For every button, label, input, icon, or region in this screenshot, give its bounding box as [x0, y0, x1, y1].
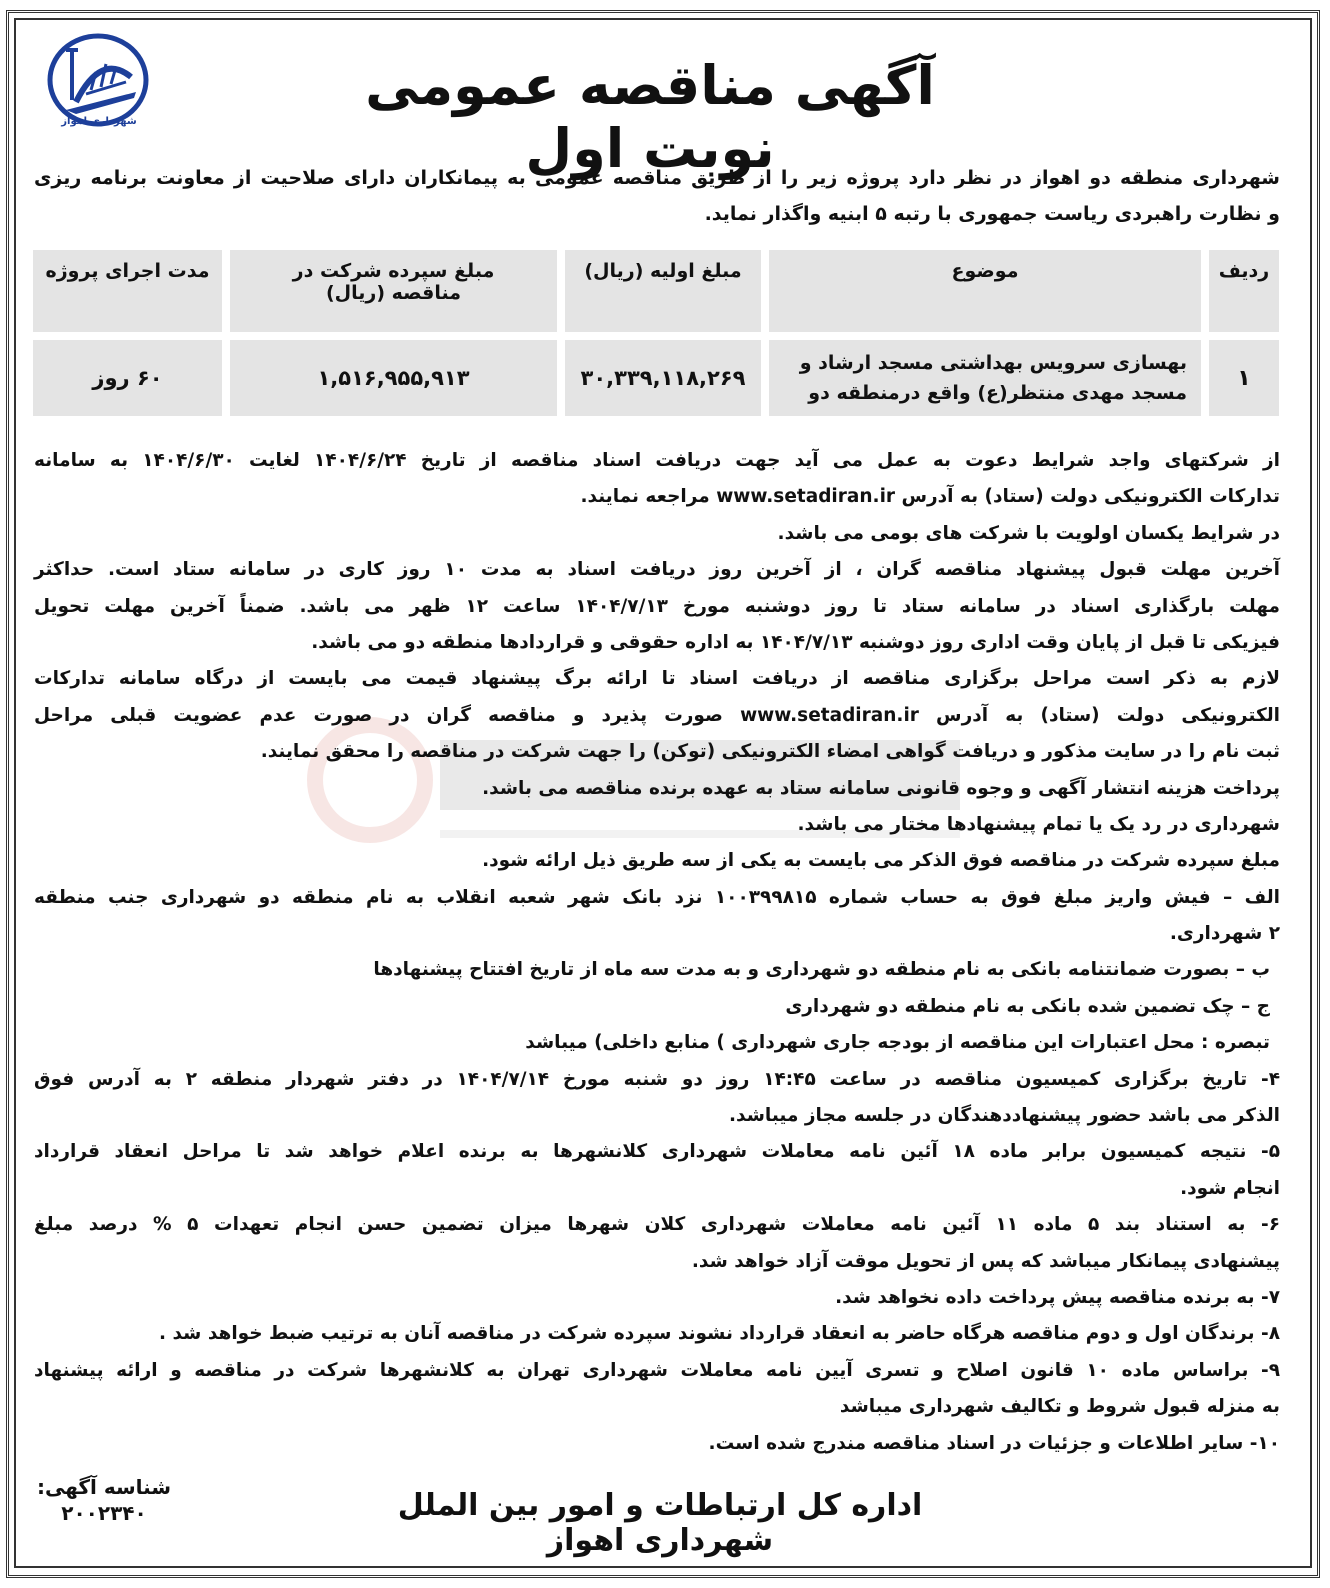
- body-line: ۱۰- سایر اطلاعات و جزئیات در اسناد مناقصه مندرج شده است.: [708, 1432, 1280, 1454]
- body-line: ۸- برندگان اول و دوم مناقصه هرگاه حاضر به انعقاد قرارداد نشوند سپرده شرکت در مناقصه آنان به ترتیب ضبط خواهد شد .: [159, 1323, 1280, 1345]
- footer-department: اداره کل ارتباطات و امور بین الملل شهرداری اهواز: [397, 1488, 923, 1558]
- header-duration: مدت اجرای پروژه: [33, 250, 222, 332]
- body-line: در شرایط یکسان اولویت با شرکت های بومی می باشد.: [777, 522, 1280, 544]
- body-line: ۶- به استناد بند ۵ ماده ۱۱ آئین نامه معاملات شهرداری کلان شهرها میزان تضمین حسن انجام تعهدات ۵ % درصد مبلغ: [34, 1214, 1281, 1236]
- header-row-number: ردیف: [1209, 250, 1279, 332]
- body-line: پرداخت هزینه انتشار آگهی و وجوه قانونی سامانه ستاد به عهده برنده مناقصه می باشد.: [482, 777, 1280, 799]
- body-line: تبصره : محل اعتبارات این مناقصه از بودجه جاری شهرداری ) منابع داخلی) میباشد: [525, 1032, 1270, 1054]
- intro-paragraph: [34, 160, 1280, 233]
- body-line: لازم به ذکر است مراحل برگزاری مناقصه از دریافت اسناد تا ارائه برگ پیشنهاد قیمت می بایست از درگاه سامانه تدارکات: [34, 668, 1280, 690]
- body-line: ۲ شهرداری.: [1169, 923, 1280, 945]
- cell-subject: بهسازی سرویس بهداشتی مسجد ارشاد و مسجد مهدی منتظر(ع) واقع درمنطقه دو: [769, 340, 1201, 416]
- body-line: مهلت بارگذاری اسناد در سامانه ستاد تا روز دوشنبه مورخ ۱۴۰۴/۷/۱۳ ساعت ۱۲ ظهر می باشد. ضمناً آخرین مهلت تحویل: [34, 595, 1280, 617]
- body-line: آخرین مهلت قبول پیشنهاد مناقصه گران ، از آخرین روز دریافت اسناد به مدت ۱۰ روز کاری در سامانه ستاد است. حداکثر: [34, 559, 1280, 581]
- cell-duration: ۶۰ روز: [33, 340, 222, 416]
- body-line: الکترونیکی دولت (ستاد) به آدرس www.setadiran.ir صورت پذیرد و مناقصه گران در صورت عدم عضویت قبلی مراحل: [34, 704, 1280, 726]
- body-line: انجام شود.: [1180, 1177, 1280, 1199]
- body-line: از شرکتهای واجد شرایط دعوت به عمل می آید جهت دریافت اسناد مناقصه از تاریخ ۱۴۰۴/۶/۲۴ لغایت ۱۴۰۴/۶/۳۰ به سامانه: [34, 450, 1280, 471]
- body-line: ثبت نام را در سایت مذکور و دریافت گواهی امضاء الکترونیکی (توکن) را جهت شرکت در مناقصه را محقق نمایند.: [260, 741, 1280, 763]
- cell-deposit: ۱,۵۱۶,۹۵۵,۹۱۳: [230, 340, 557, 416]
- ad-id-value: ۲۰۰۲۳۴۰: [61, 1501, 147, 1525]
- body-line: مبلغ سپرده شرکت در مناقصه فوق الذکر می بایست به یکی از سه طریق ذیل ارائه شود.: [482, 850, 1280, 872]
- cell-row-number: ۱: [1209, 340, 1279, 416]
- conditions-text: [34, 443, 1280, 1462]
- body-line: تدارکات الکترونیکی دولت (ستاد) به آدرس www.setadiran.ir مراجعه نمایند.: [580, 486, 1280, 508]
- body-line: الذکر می باشد حضور پیشنهاددهندگان در جلسه مجاز میباشد.: [729, 1105, 1280, 1127]
- ad-id-label: شناسه آگهی:: [36, 1475, 172, 1499]
- cell-initial-amount: ۳۰,۳۳۹,۱۱۸,۲۶۹: [565, 340, 761, 416]
- body-line: ۷- به برنده مناقصه پیش پرداخت داده نخواهد شد.: [835, 1286, 1280, 1308]
- header-initial-amount: مبلغ اولیه (ریال): [565, 250, 761, 332]
- intro-line: و نظارت راهبردی ریاست جمهوری با رتبه ۵ ابنیه واگذار نماید.: [704, 203, 1280, 226]
- body-line: ۹- براساس ماده ۱۰ قانون اصلاح و تسری آیین نامه معاملات شهرداری تهران به کلانشهرها شرکت در مناقصه و ارائه پیشنهاد: [34, 1359, 1281, 1381]
- page-title: آگهی مناقصه عمومی نوبت اول: [365, 54, 935, 180]
- logo-caption: شهرداری اهواز: [61, 116, 137, 127]
- body-line: ۵- نتیجه کمیسیون برابر ماده ۱۸ آئین نامه معاملات شهرداری کلانشهرها به برنده اعلام خواهد شد تا مراحل انعقاد قرارداد: [34, 1141, 1280, 1163]
- body-line: الف – فیش واریز مبلغ فوق به حساب شماره ۱۰۰۳۹۹۸۱۵ نزد بانک شهر شعبه انقلاب به نام منطقه دو شهرداری جنب منطقه: [34, 886, 1280, 908]
- body-line: ب – بصورت ضمانتنامه بانکی به نام منطقه دو شهرداری و به مدت سه ماه از تاریخ افتتاح پیشنهادها: [373, 959, 1270, 981]
- body-line: ۴- تاریخ برگزاری کمیسیون مناقصه در ساعت ۱۴:۴۵ روز دو شنبه مورخ ۱۴۰۴/۷/۱۴ در دفتر شهردار منطقه ۲ به آدرس فوق: [34, 1068, 1280, 1090]
- body-line: پیشنهادی پیمانکار میباشد که پس از تحویل موقت آزاد خواهد شد.: [691, 1250, 1280, 1272]
- body-line: شهرداری در رد یک یا تمام پیشنهادها مختار می باشد.: [797, 813, 1280, 835]
- tender-table: [33, 250, 1279, 416]
- body-line: به منزله قبول شروط و تکالیف شهرداری میباشد: [839, 1396, 1280, 1418]
- body-line: فیزیکی تا قبل از پایان وقت اداری روز دوشنبه ۱۴۰۴/۷/۱۳ به اداره حقوقی و قراردادها منطقه دو می باشد.: [311, 631, 1280, 653]
- header-subject: موضوع: [769, 250, 1201, 332]
- header-deposit: مبلغ سپرده شرکت در مناقصه (ریال): [230, 250, 557, 332]
- intro-line: شهرداری منطقه دو اهواز در نظر دارد پروژه زیر را از طریق مناقصه عمومی به پیمانکاران دارای صلاحیت از معاونت برنامه ریزی: [34, 167, 1280, 189]
- body-line: ج – چک تضمین شده بانکی به نام منطقه دو شهرداری: [785, 995, 1270, 1017]
- ad-id-block: [34, 1474, 174, 1526]
